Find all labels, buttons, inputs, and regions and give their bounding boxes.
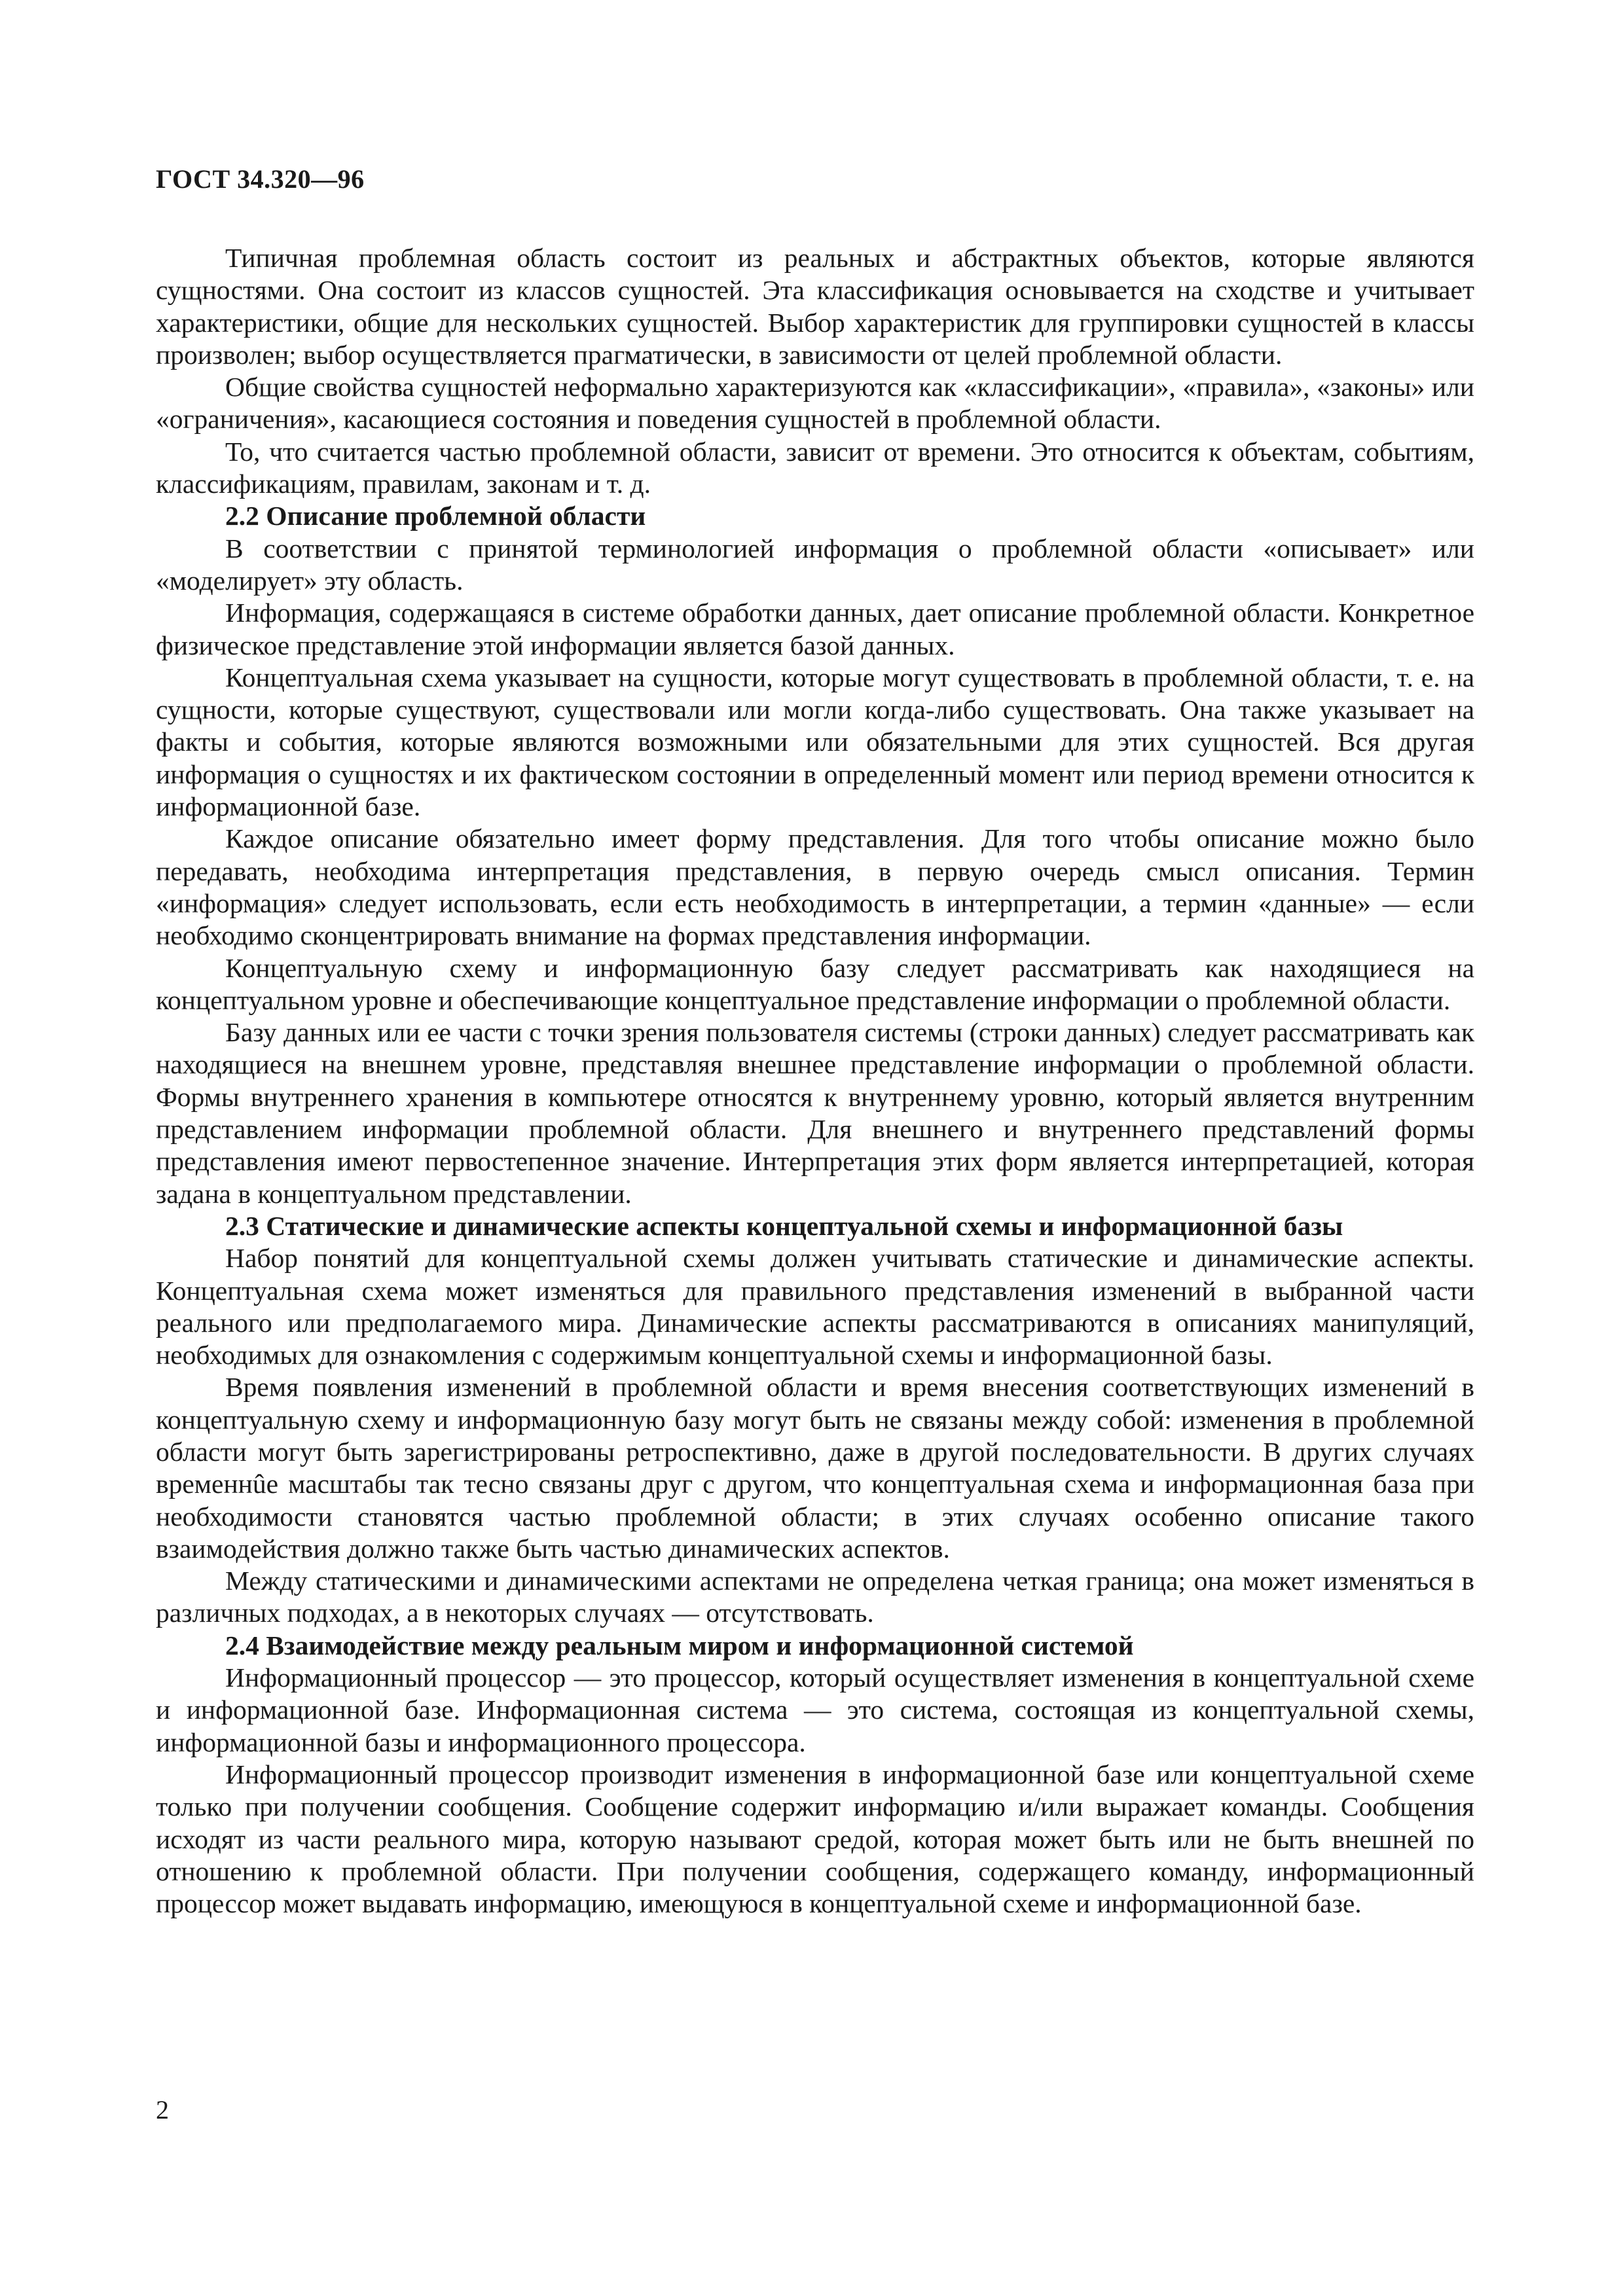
paragraph: Набор понятий для концептуальной схемы должен учитывать статические и динамические аспекты. Концептуальная схема может изменяться для правильного представления изменений в выбранной части реального или предполагаемого мира. Динамические аспекты рассматриваются в описаниях манипуляций, необходимых для ознакомления с содержимым концептуальной схемы и информационной базы.: [156, 1243, 1474, 1371]
document-header: ГОСТ 34.320—96: [156, 164, 365, 194]
paragraph: В соответствии с принятой терминологией информация о проблемной области «описывает» или «моделирует» эту область.: [156, 533, 1474, 596]
paragraph: Информационный процессор — это процессор, который осуществляет изменения в концептуальной схеме и информационной базе. Информационная система — это система, состоящая из концептуальной схемы, информационной базы и информационного процессора.: [156, 1662, 1474, 1757]
paragraph: Концептуальная схема указывает на сущности, которые могут существовать в проблемной области, т. е. на сущности, которые существуют, существовали или могли когда-либо существовать. Она также указывает на факты и события, которые являются возможными или обязательными для этих сущностей. Вся другая информация о сущностях и их фактическом состоянии в определенный момент или период времени относится к информационной базе.: [156, 662, 1474, 822]
section-heading: 2.2 Описание проблемной области: [225, 501, 646, 531]
paragraph: Типичная проблемная область состоит из реальных и абстрактных объектов, которые являются сущностями. Она состоит из классов сущностей. Эта классификация основывается на сходстве и учитывает характеристики, общие для нескольких сущностей. Выбор характеристик для группировки сущностей в классы произволен; выбор осуществляется прагматически, в зависимости от целей проблемной области.: [156, 243, 1474, 370]
page-number: 2: [156, 2095, 169, 2125]
paragraph: Общие свойства сущностей неформально характеризуются как «классификации», «правила», «законы» или «ограничения», касающиеся состояния и поведения сущностей в проблемной области.: [156, 372, 1474, 435]
paragraph: Между статическими и динамическими аспектами не определена четкая граница; она может изменяться в различных подходах, а в некоторых случаях — отсутствовать.: [156, 1566, 1474, 1628]
paragraph: Базу данных или ее части с точки зрения пользователя системы (строки данных) следует рассматривать как находящиеся на внешнем уровне, представляя внешнее представление информации о проблемной области. Формы внутреннего хранения в компьютере относятся к внутреннему уровню, который является внутренним представлением информации проблемной области. Для внешнего и внутреннего представлений формы представления имеют первостепенное значение. Интерпретация этих форм является интерпретацией, которая задана в концептуальном представлении.: [156, 1017, 1474, 1209]
paragraph: Каждое описание обязательно имеет форму представления. Для того чтобы описание можно было передавать, необходима интерпретация представления, в первую очередь смысл описания. Термин «информация» следует использовать, если есть необходимость в интерпретации, а термин «данные» — если необходимо сконцентрировать внимание на формах представления информации.: [156, 823, 1474, 951]
section-heading: 2.3 Статические и динамические аспекты концептуальной схемы и информационной базы: [225, 1210, 1343, 1241]
document-body: [156, 242, 1474, 1920]
paragraph: Информация, содержащаяся в системе обработки данных, дает описание проблемной области. Конкретное физическое представление этой информации является базой данных.: [156, 598, 1474, 660]
paragraph: Концептуальную схему и информационную базу следует рассматривать как находящиеся на концептуальном уровне и обеспечивающие концептуальное представление информации о проблемной области.: [156, 952, 1474, 1015]
paragraph: Время появления изменений в проблемной области и время внесения соответствующих изменений в концептуальную схему и информационную базу могут быть не связаны между собой: изменения в проблемной области могут быть зарегистрированы ретроспективно, даже в другой последовательности. В других случаях временнûе масштабы так тесно связаны друг с другом, что концептуальная схема и информационная база при необходимости становятся частью проблемной области; в этих случаях особенно описание такого взаимодействия должно также быть частью динамических аспектов.: [156, 1372, 1474, 1564]
section-heading: 2.4 Взаимодействие между реальным миром и информационной системой: [225, 1630, 1134, 1660]
paragraph: То, что считается частью проблемной области, зависит от времени. Это относится к объектам, событиям, классификациям, правилам, законам и т. д.: [156, 436, 1474, 499]
paragraph: Информационный процессор производит изменения в информационной базе или концептуальной схеме только при получении сообщения. Сообщение содержит информацию и/или выражает команды. Сообщения исходят из части реального мира, которую называют средой, которая может быть или не быть внешней по отношению к проблемной области. При получении сообщения, содержащего команду, информационный процессор может выдавать информацию, имеющуюся в концептуальной схеме и информационной базе.: [156, 1759, 1474, 1919]
